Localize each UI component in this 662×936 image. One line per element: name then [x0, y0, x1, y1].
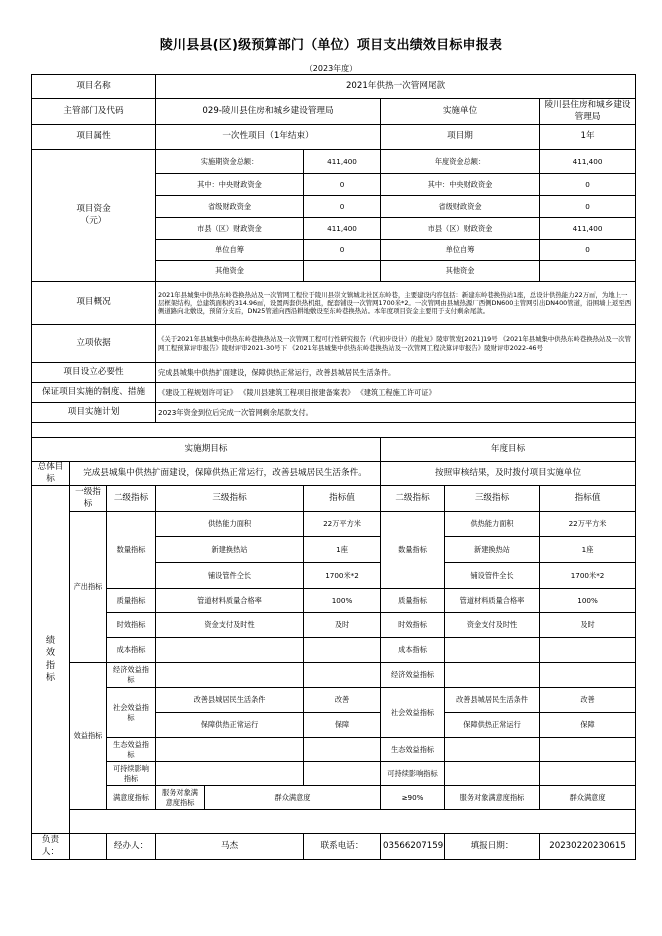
- indicator-row: [32, 613, 636, 638]
- row-attribute: [32, 125, 636, 150]
- fund-label: 其他资金: [156, 261, 304, 282]
- fund-label: 其中：中央财政资金: [156, 174, 304, 196]
- year-indicator-value: 100%: [540, 589, 636, 613]
- indicator-value: 及时: [304, 613, 381, 638]
- indicator-name: 保障供热正常运行: [156, 713, 304, 738]
- row-overview: [32, 282, 636, 325]
- indicator-row: [32, 638, 636, 663]
- year-quantity-indicator-label: 数量指标: [381, 512, 445, 589]
- indicator-value: 1700米*2: [304, 563, 381, 589]
- plan-label: 项目实施计划: [32, 403, 156, 423]
- year-time-indicator-label: 时效指标: [381, 613, 445, 638]
- basis-label: 立项依据: [32, 325, 156, 363]
- social-indicator-label: 社会效益指 标: [107, 688, 156, 738]
- indicator-row: [32, 512, 636, 537]
- year-service-indicator-label: 服务对象满意度指标: [445, 786, 540, 810]
- fund-label: 省级财政资金: [381, 196, 540, 218]
- fund-label: 其中：中央财政资金: [381, 174, 540, 196]
- level1-header: 一级指 标: [70, 486, 107, 512]
- level2-header: 二级指标: [107, 486, 156, 512]
- overall-goal-label: 总体目标: [32, 462, 70, 486]
- year-indicator-value: 1700米*2: [540, 563, 636, 589]
- indicator-row: [32, 589, 636, 613]
- year-social-indicator-label: 社会效益指标: [381, 688, 445, 738]
- eco-indicator-label: 生态效益指 标: [107, 738, 156, 762]
- funds-label: 项目资金 （元）: [32, 150, 156, 282]
- date-label: 填报日期：: [445, 834, 540, 860]
- fund-value: 411,400: [540, 150, 636, 174]
- satisfaction-indicator-label: 满意度指标: [107, 786, 156, 810]
- attr-label: 项目属性: [32, 125, 156, 150]
- system-label: 保证项目实施的制度、措施: [32, 383, 156, 403]
- fund-label: 单位自筹: [381, 240, 540, 261]
- level3-header: 三级指标: [156, 486, 304, 512]
- perf-label: 绩 效 指 标: [32, 486, 70, 834]
- fund-value: 0: [540, 196, 636, 218]
- benefit-indicator-label: 效益指标: [70, 663, 107, 810]
- year-economic-indicator-label: 经济效益指标: [381, 663, 445, 688]
- indicator-value: 22万平方米: [304, 512, 381, 537]
- service-indicator-label: 服务对象满 意度指标: [156, 786, 205, 810]
- row-system: [32, 383, 636, 403]
- time-indicator-label: 时效指标: [107, 613, 156, 638]
- year-indicator-value: 改善: [540, 688, 636, 713]
- fund-label: 其他资金: [381, 261, 540, 282]
- fund-label: 单位自筹: [156, 240, 304, 261]
- indicator-value: 100%: [304, 589, 381, 613]
- fund-value: [540, 261, 636, 282]
- fund-value: 0: [540, 240, 636, 261]
- row-basis: [32, 325, 636, 363]
- indicator-name: 新建换热站: [156, 537, 304, 563]
- year-sustain-indicator-label: 可持续影响指标: [381, 762, 445, 786]
- fund-label: 市县（区）财政资金: [156, 218, 304, 240]
- year-indicator-value: 及时: [540, 613, 636, 638]
- fund-label: 省级财政资金: [156, 196, 304, 218]
- indicator-name: 资金支付及时性: [156, 613, 304, 638]
- indicator-row: [32, 762, 636, 786]
- necessity-label: 项目设立必要性: [32, 363, 156, 383]
- row-department: [32, 99, 636, 125]
- indicator-value: 1座: [304, 537, 381, 563]
- cost-indicator-label: 成本指标: [107, 638, 156, 663]
- quality-indicator-label: 质量指标: [107, 589, 156, 613]
- row-spacer: [32, 423, 636, 438]
- year-indicator-name: 保障供热正常运行: [445, 713, 540, 738]
- impl-goal-header: 实施期目标: [32, 438, 381, 462]
- indicator-value: 改善: [304, 688, 381, 713]
- row-goal-headers: [32, 438, 636, 462]
- year-level2-header: 二级指标: [381, 486, 445, 512]
- attr-value: 一次性项目（1年结束）: [156, 125, 381, 150]
- fund-label: 年度资金总额：: [381, 150, 540, 174]
- indicator-name: 铺设管件仝长: [156, 563, 304, 589]
- row-necessity: [32, 363, 636, 383]
- row-plan: [32, 403, 636, 423]
- row-overall-goal: [32, 462, 636, 486]
- plan-text: 2023年资金到位后完成一次管网剩余尾款支付。: [156, 403, 636, 423]
- indicator-value: ≥90%: [381, 786, 445, 810]
- year-eco-indicator-label: 生态效益指标: [381, 738, 445, 762]
- fund-value: 411,400: [304, 218, 381, 240]
- year-indicator-name: 群众满意度: [540, 786, 636, 810]
- year-indicator-value: 保障: [540, 713, 636, 738]
- leader-label: 负责人：: [32, 834, 70, 860]
- year-indicator-name: 资金支付及时性: [445, 613, 540, 638]
- year-goal-text: 按照审核结果，及时拨付项目实施单位: [381, 462, 636, 486]
- system-text: 《建设工程规划许可证》 《陵川县建筑工程项目报建备案表》 《建筑工程施工许可证》: [156, 383, 636, 403]
- indicator-name: 群众满意度: [205, 786, 381, 810]
- date-value: 20230220230615: [540, 834, 636, 860]
- output-indicator-label: 产出指标: [70, 512, 107, 663]
- indicator-row: [32, 786, 636, 810]
- impl-value: 陵川县住房和城乡建设管理局: [540, 99, 636, 125]
- performance-target-table: [31, 74, 636, 860]
- economic-indicator-label: 经济效益指 标: [107, 663, 156, 688]
- year-indicator-name: 管道材料质量合格率: [445, 589, 540, 613]
- fund-value: 411,400: [540, 218, 636, 240]
- fund-value: 0: [540, 174, 636, 196]
- year-indicator-name: 铺设管件全长: [445, 563, 540, 589]
- year-value-header: 指标值: [540, 486, 636, 512]
- dept-value: 029-陵川县住房和城乡建设管理局: [156, 99, 381, 125]
- dept-label: 主管部门及代码: [32, 99, 156, 125]
- row-spacer: [32, 810, 636, 834]
- quantity-indicator-label: 数量指标: [107, 512, 156, 589]
- row-footer: [32, 834, 636, 860]
- fund-value: 0: [304, 240, 381, 261]
- indicator-row: [32, 663, 636, 688]
- year-indicator-value: 22万平方米: [540, 512, 636, 537]
- period-value: 1年: [540, 125, 636, 150]
- project-name-value: 2021年供热一次管网尾款: [156, 75, 636, 99]
- value-header: 指标值: [304, 486, 381, 512]
- handler-label: 经办人：: [107, 834, 156, 860]
- overview-text: 2021年县城集中供热东岭巷换热站及一次管网工程位于陵川县崇文镇城北社区东岭巷，主要建设内容包括：新建东岭巷换热站1座，总设计供热能力22万㎡，为地上一层框架结构，总建筑面积约314.96㎡，设置两套供热机组，配套铺设一次管网1700米*2。一次管网由县城热源厂西侧DN600主管网引出DN400管道，沿围墙上返至西侧道路向北敷设，预留分支后，DN25管道向西沿耕地敷设至东岭巷换热站。本年度项目资金主要用于支付剩余尾款。: [156, 282, 636, 325]
- phone-value: 03566207159: [381, 834, 445, 860]
- row-project-name: [32, 75, 636, 99]
- year-indicator-name: 改善县城居民生活条件: [445, 688, 540, 713]
- fund-row: [32, 150, 636, 174]
- report-year: （2023年度）: [304, 64, 358, 73]
- year-level3-header: 三级指标: [445, 486, 540, 512]
- page-title: 陵川县县(区)级预算部门（单位）项目支出绩效目标申报表: [159, 38, 503, 53]
- year-indicator-name: 供热能力面积: [445, 512, 540, 537]
- year-indicator-value: 1座: [540, 537, 636, 563]
- impl-label: 实施单位: [381, 99, 540, 125]
- indicator-name: 供热能力面积: [156, 512, 304, 537]
- necessity-text: 完成县城集中供热扩面建设，保障供热正常运行，改善县城居民生活条件。: [156, 363, 636, 383]
- fund-value: [304, 261, 381, 282]
- year-indicator-name: 新建换热站: [445, 537, 540, 563]
- fund-label: 实施期资金总额：: [156, 150, 304, 174]
- fund-value: 0: [304, 196, 381, 218]
- indicator-row: [32, 738, 636, 762]
- fund-label: 市县（区）财政资金: [381, 218, 540, 240]
- sustain-indicator-label: 可持续影响 指标: [107, 762, 156, 786]
- period-label: 项目期: [381, 125, 540, 150]
- indicator-row: [32, 688, 636, 713]
- phone-label: 联系电话：: [304, 834, 381, 860]
- year-cost-indicator-label: 成本指标: [381, 638, 445, 663]
- fund-value: 0: [304, 174, 381, 196]
- overview-label: 项目概况: [32, 282, 156, 325]
- indicator-name: 改善县城居民生活条件: [156, 688, 304, 713]
- impl-goal-text: 完成县城集中供热扩面建设，保障供热正常运行，改善县城居民生活条件。: [70, 462, 381, 486]
- perf-header-row: [32, 486, 636, 512]
- basis-text: 《关于2021年县城集中供热东岭巷换热站及一次管网工程可行性研究报告（代初步设计）的批复》陵审管发[2021]19号 《2021年县城集中供热东岭巷换热站及一次管网工程预算评审报告》陵财评审2021-30号下 《2021年县城集中供热东岭巷换热站及一次管网工程决算评审报告》陵财评审2022-46号: [156, 325, 636, 363]
- indicator-name: 管道材料质量合格率: [156, 589, 304, 613]
- fund-value: 411,400: [304, 150, 381, 174]
- handler-name: 马杰: [156, 834, 304, 860]
- project-name-label: 项目名称: [32, 75, 156, 99]
- year-goal-header: 年度目标: [381, 438, 636, 462]
- indicator-value: 保障: [304, 713, 381, 738]
- year-quality-indicator-label: 质量指标: [381, 589, 445, 613]
